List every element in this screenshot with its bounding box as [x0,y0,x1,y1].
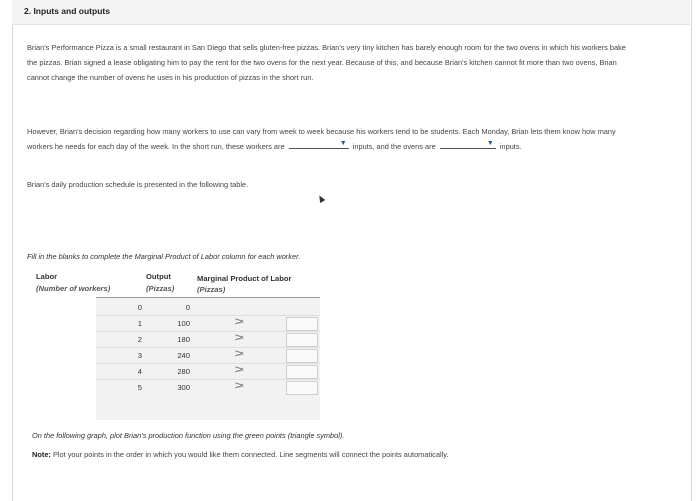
table-body [96,297,320,420]
header-mpl: Marginal Product of Labor [197,274,292,283]
mpl-arrow-icon: > [234,316,244,328]
caret-down-icon: ▼ [339,140,347,147]
row-output: 180 [177,335,190,344]
table-row [96,300,320,316]
table-header [36,270,322,296]
row-output: 240 [177,351,190,360]
row-output: 0 [185,303,190,312]
note-label: Note: [32,450,51,459]
row-labor: 0 [137,303,142,312]
mpl-arrow-icon: > [234,348,244,360]
paragraph-inputs-text-3: inputs. [499,142,522,151]
paragraph-schedule: Brian's daily production schedule is presented in the following table. [27,180,249,189]
note-text: Plot your points in the order in which you would like them connected. Line segments will connect the points automatically. [52,450,449,459]
row-labor: 4 [137,367,142,376]
mpl-answer-box-3[interactable] [286,349,318,363]
workers-input-type-dropdown[interactable] [289,139,349,149]
row-output: 280 [177,367,190,376]
paragraph-inputs [27,124,637,154]
header-output-sub: (Pizzas) [146,284,175,293]
header-output: Output [146,272,171,281]
production-table [36,270,322,392]
header-mpl-sub: (Pizzas) [197,285,226,294]
note [32,450,448,459]
graph-instruction: On the following graph, plot Brian's production function using the green points (triangle symbol). [32,431,345,440]
row-output: 300 [177,383,190,392]
paragraph-inputs-text-1: However, Brian's decision regarding how many workers to use can vary from week to week because his workers tend to be students. Each Monday, Brian lets them know how many workers he needs for each day of the week. In the short run, these workers are [27,127,616,151]
header-labor-sub: (Number of workers) [36,284,111,293]
table-row [96,348,320,364]
row-labor: 2 [137,335,142,344]
row-output: 100 [177,319,190,328]
table-row [96,332,320,348]
question-title: 2. Inputs and outputs [24,6,110,16]
paragraph-inputs-text-2: inputs, and the ovens are [352,142,436,151]
mpl-answer-box-5[interactable] [286,381,318,395]
caret-down-icon: ▼ [486,140,494,147]
table-instruction: Fill in the blanks to complete the Marginal Product of Labor column for each worker. [27,252,301,261]
row-labor: 1 [137,319,142,328]
table-row [96,380,320,396]
mpl-arrow-icon: > [234,380,244,392]
header-labor: Labor [36,272,58,281]
row-labor: 3 [137,351,142,360]
question-header [12,0,690,25]
mpl-answer-box-1[interactable] [286,317,318,331]
mpl-answer-box-2[interactable] [286,333,318,347]
mpl-answer-box-4[interactable] [286,365,318,379]
mpl-arrow-icon: > [234,364,244,376]
paragraph-intro: Brian's Performance Pizza is a small restaurant in San Diego that sells gluten-free pizzas. Brian's very tiny kitchen has barely enough room for the two ovens in which his workers bake the pizzas. Brian signed a lease obligating him to pay the rent for the two ovens for the next year. Because of this, and because Brian's kitchen cannot fit more than two ovens, Brian cannot change the number of ovens he uses in his production of pizzas in the short run. [27,43,626,82]
ovens-input-type-dropdown[interactable] [440,139,496,149]
table-row [96,316,320,332]
row-labor: 5 [137,383,142,392]
mpl-arrow-icon: > [234,332,244,344]
table-row [96,364,320,380]
